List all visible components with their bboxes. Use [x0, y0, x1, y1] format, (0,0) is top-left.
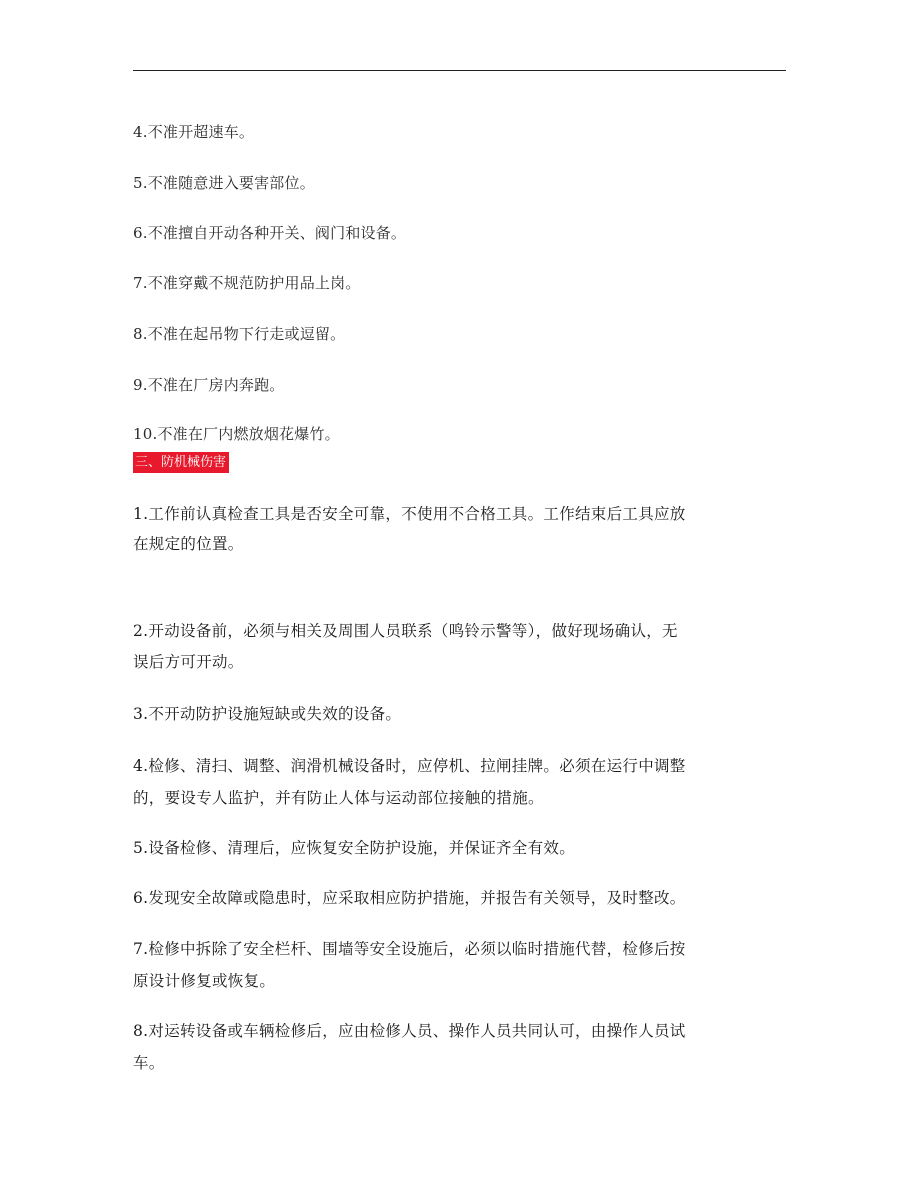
item-7-line-2: 原设计修复或恢复。	[133, 972, 276, 990]
item-1-line-2: 在规定的位置。	[133, 535, 244, 553]
item-1-line-1: 1.工作前认真检查工具是否安全可靠，不使用不合格工具。工作结束后工具应放	[133, 505, 686, 523]
item-4-line-1: 4.检修、清扫、调整、润滑机械设备时，应停机、拉闸挂牌。必须在运行中调整	[133, 757, 686, 775]
rule-item-4: 4.不准开超速车。	[133, 123, 255, 141]
item-3-line-1: 3.不开动防护设施短缺或失效的设备。	[133, 705, 402, 723]
item-6-line-1: 6.发现安全故障或隐患时，应采取相应防护措施，并报告有关领导，及时整改。	[133, 889, 686, 907]
item-2-line-2: 误后方可开动。	[133, 653, 244, 671]
item-2-line-1: 2.开动设备前，必须与相关及周围人员联系（鸣铃示警等），做好现场确认，无	[133, 622, 678, 640]
item-4-line-2: 的，要设专人监护，并有防止人体与运动部位接触的措施。	[133, 789, 544, 807]
item-8-line-2: 车。	[133, 1054, 165, 1072]
rule-item-8: 8.不准在起吊物下行走或逗留。	[133, 325, 346, 343]
item-8-line-1: 8.对运转设备或车辆检修后，应由检修人员、操作人员共同认可，由操作人员试	[133, 1022, 686, 1040]
header-rule	[133, 70, 786, 71]
section-heading: 三、防机械伤害	[133, 452, 229, 473]
rule-item-5: 5.不准随意进入要害部位。	[133, 174, 315, 192]
item-7-line-1: 7.检修中拆除了安全栏杆、围墙等安全设施后，必须以临时措施代替，检修后按	[133, 940, 686, 958]
rule-item-9: 9.不准在厂房内奔跑。	[133, 376, 285, 394]
rule-item-10: 10.不准在厂内燃放烟花爆竹。	[133, 425, 340, 443]
item-5-line-1: 5.设备检修、清理后，应恢复安全防护设施，并保证齐全有效。	[133, 839, 575, 857]
rule-item-6: 6.不准擅自开动各种开关、阀门和设备。	[133, 224, 407, 242]
rule-item-7: 7.不准穿戴不规范防护用品上岗。	[133, 274, 361, 292]
